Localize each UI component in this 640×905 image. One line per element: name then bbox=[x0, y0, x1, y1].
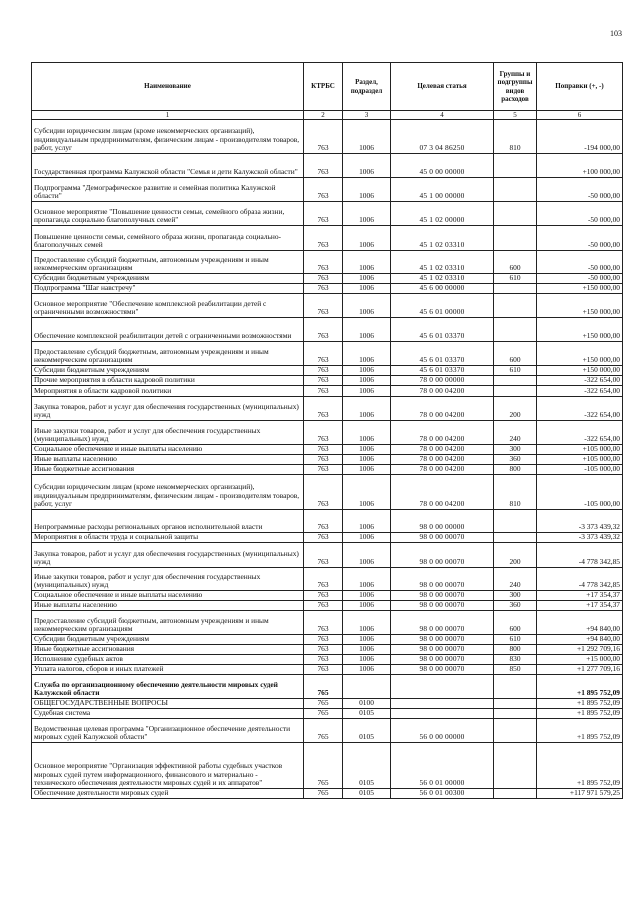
row-group bbox=[494, 294, 537, 318]
table-row bbox=[32, 645, 623, 655]
header-section: Раздел, подраздел bbox=[343, 63, 391, 111]
row-section: 0105 bbox=[343, 719, 391, 743]
column-number-row bbox=[32, 111, 623, 120]
table-row bbox=[32, 202, 623, 226]
row-group: 200 bbox=[494, 543, 537, 568]
row-section: 1006 bbox=[343, 475, 391, 510]
row-name: Исполнение судебных актов bbox=[32, 655, 304, 665]
row-ktrbs: 765 bbox=[304, 699, 343, 709]
row-section: 1006 bbox=[343, 455, 391, 465]
row-ktrbs: 763 bbox=[304, 445, 343, 455]
row-amount: -50 000,00 bbox=[537, 226, 623, 251]
row-group bbox=[494, 202, 537, 226]
row-group bbox=[494, 510, 537, 533]
row-section: 1006 bbox=[343, 154, 391, 178]
row-article: 98 0 00 00070 bbox=[391, 645, 494, 655]
row-group: 810 bbox=[494, 120, 537, 154]
row-amount: -105 000,00 bbox=[537, 475, 623, 510]
row-section: 1006 bbox=[343, 120, 391, 154]
table-row bbox=[32, 274, 623, 284]
table-row bbox=[32, 455, 623, 465]
row-section: 1006 bbox=[343, 568, 391, 591]
row-article: 07 3 04 86250 bbox=[391, 120, 494, 154]
row-ktrbs: 763 bbox=[304, 601, 343, 611]
row-name: Подпрограмма "Демографическое развитие и семейная политика Калужской области" bbox=[32, 178, 304, 202]
row-article: 45 6 01 03370 bbox=[391, 342, 494, 366]
row-group: 240 bbox=[494, 421, 537, 445]
row-group: 360 bbox=[494, 455, 537, 465]
row-amount: +150 000,00 bbox=[537, 342, 623, 366]
table-row bbox=[32, 475, 623, 510]
row-article: 98 0 00 00070 bbox=[391, 635, 494, 645]
row-ktrbs: 763 bbox=[304, 645, 343, 655]
row-amount: +17 354,37 bbox=[537, 601, 623, 611]
row-name: Основное мероприятие "Повышение ценности семьи, семейного образа жизни, пропаганда социально благополучных семей" bbox=[32, 202, 304, 226]
row-amount: -322 654,00 bbox=[537, 397, 623, 421]
row-name: Предоставление субсидий бюджетным, автономным учреждениям и иным некоммерческим организациям bbox=[32, 342, 304, 366]
row-name: Основное мероприятие "Обеспечение комплексной реабилитации детей с ограниченными возможностями" bbox=[32, 294, 304, 318]
row-section: 1006 bbox=[343, 178, 391, 202]
row-name: Социальное обеспечение и иные выплаты населению bbox=[32, 591, 304, 601]
row-group: 600 bbox=[494, 342, 537, 366]
table-row bbox=[32, 226, 623, 251]
row-section: 1006 bbox=[343, 591, 391, 601]
page-number: 103 bbox=[610, 29, 622, 38]
row-section: 0100 bbox=[343, 699, 391, 709]
row-amount: +105 000,00 bbox=[537, 445, 623, 455]
row-section: 1006 bbox=[343, 202, 391, 226]
row-article: 98 0 00 00070 bbox=[391, 543, 494, 568]
row-article: 56 0 01 00000 bbox=[391, 743, 494, 789]
row-name: Закупка товаров, работ и услуг для обеспечения государственных (муниципальных) нужд bbox=[32, 397, 304, 421]
table-row bbox=[32, 591, 623, 601]
column-number: 3 bbox=[343, 111, 391, 120]
table-row bbox=[32, 635, 623, 645]
row-group: 300 bbox=[494, 591, 537, 601]
row-name: Социальное обеспечение и иные выплаты населению bbox=[32, 445, 304, 455]
row-ktrbs: 765 bbox=[304, 675, 343, 699]
row-ktrbs: 763 bbox=[304, 611, 343, 635]
row-article: 78 0 00 04200 bbox=[391, 465, 494, 475]
row-ktrbs: 763 bbox=[304, 543, 343, 568]
row-name: Субсидии бюджетным учреждениям bbox=[32, 635, 304, 645]
row-ktrbs: 763 bbox=[304, 154, 343, 178]
table-row bbox=[32, 465, 623, 475]
row-amount: +1 895 752,09 bbox=[537, 675, 623, 699]
row-group bbox=[494, 284, 537, 294]
row-ktrbs: 763 bbox=[304, 284, 343, 294]
column-number: 5 bbox=[494, 111, 537, 120]
row-group bbox=[494, 533, 537, 543]
row-article: 98 0 00 00070 bbox=[391, 533, 494, 543]
row-amount: -322 654,00 bbox=[537, 386, 623, 397]
row-section: 1006 bbox=[343, 274, 391, 284]
row-name: Непрограммные расходы региональных органов исполнительной власти bbox=[32, 510, 304, 533]
table-row bbox=[32, 510, 623, 533]
row-article: 45 1 02 03310 bbox=[391, 251, 494, 274]
row-amount: +1 895 752,09 bbox=[537, 719, 623, 743]
row-group: 830 bbox=[494, 655, 537, 665]
row-ktrbs: 765 bbox=[304, 709, 343, 719]
row-section: 1006 bbox=[343, 294, 391, 318]
row-group: 300 bbox=[494, 445, 537, 455]
row-section: 1006 bbox=[343, 366, 391, 376]
row-group: 610 bbox=[494, 274, 537, 284]
row-amount: +1 895 752,09 bbox=[537, 709, 623, 719]
row-name: Субсидии юридическим лицам (кроме некоммерческих организаций), индивидуальным предпринимателям, физическим лицам - производителям товаров, работ, услуг bbox=[32, 120, 304, 154]
row-ktrbs: 763 bbox=[304, 120, 343, 154]
row-article: 98 0 00 00070 bbox=[391, 611, 494, 635]
row-group bbox=[494, 699, 537, 709]
row-section: 1006 bbox=[343, 611, 391, 635]
row-article bbox=[391, 699, 494, 709]
table-row bbox=[32, 543, 623, 568]
row-group bbox=[494, 709, 537, 719]
row-section: 1006 bbox=[343, 543, 391, 568]
row-section: 1006 bbox=[343, 284, 391, 294]
row-amount: +1 292 709,16 bbox=[537, 645, 623, 655]
row-article: 45 1 02 00000 bbox=[391, 202, 494, 226]
row-amount: +150 000,00 bbox=[537, 284, 623, 294]
table-row bbox=[32, 120, 623, 154]
table-row bbox=[32, 397, 623, 421]
row-amount: -4 778 342,85 bbox=[537, 568, 623, 591]
row-article: 98 0 00 00070 bbox=[391, 665, 494, 675]
row-amount: -50 000,00 bbox=[537, 251, 623, 274]
row-name: Субсидии бюджетным учреждениям bbox=[32, 366, 304, 376]
row-group: 610 bbox=[494, 366, 537, 376]
row-ktrbs: 763 bbox=[304, 318, 343, 342]
row-section bbox=[343, 675, 391, 699]
row-ktrbs: 763 bbox=[304, 421, 343, 445]
row-ktrbs: 763 bbox=[304, 635, 343, 645]
row-name: Субсидии юридическим лицам (кроме некоммерческих организаций), индивидуальным предпринимателям, физическим лицам - производителям товаров, работ, услуг bbox=[32, 475, 304, 510]
row-article: 98 0 00 00070 bbox=[391, 601, 494, 611]
row-amount: +150 000,00 bbox=[537, 318, 623, 342]
row-name: Закупка товаров, работ и услуг для обеспечения государственных (муниципальных) нужд bbox=[32, 543, 304, 568]
row-group bbox=[494, 719, 537, 743]
row-ktrbs: 763 bbox=[304, 475, 343, 510]
row-name: Судебная система bbox=[32, 709, 304, 719]
table-row bbox=[32, 445, 623, 455]
row-name: Иные закупки товаров, работ и услуг для обеспечения государственных (муниципальных) нужд bbox=[32, 568, 304, 591]
header-amendment: Поправки (+, -) bbox=[537, 63, 623, 111]
table-row bbox=[32, 601, 623, 611]
row-amount: -3 373 439,32 bbox=[537, 510, 623, 533]
row-section: 1006 bbox=[343, 601, 391, 611]
row-section: 1006 bbox=[343, 376, 391, 386]
row-ktrbs: 763 bbox=[304, 366, 343, 376]
row-section: 1006 bbox=[343, 510, 391, 533]
row-section: 1006 bbox=[343, 635, 391, 645]
row-ktrbs: 763 bbox=[304, 397, 343, 421]
row-ktrbs: 763 bbox=[304, 465, 343, 475]
row-amount: -194 000,00 bbox=[537, 120, 623, 154]
row-group bbox=[494, 226, 537, 251]
row-ktrbs: 763 bbox=[304, 386, 343, 397]
row-section: 0105 bbox=[343, 709, 391, 719]
row-article: 56 0 00 00000 bbox=[391, 719, 494, 743]
row-amount: -50 000,00 bbox=[537, 202, 623, 226]
row-amount: -3 373 439,32 bbox=[537, 533, 623, 543]
row-name: Мероприятия в области труда и социальной защиты bbox=[32, 533, 304, 543]
row-article: 45 0 00 00000 bbox=[391, 154, 494, 178]
row-section: 1006 bbox=[343, 397, 391, 421]
row-name: Субсидии бюджетным учреждениям bbox=[32, 274, 304, 284]
row-article: 98 0 00 00000 bbox=[391, 510, 494, 533]
row-group bbox=[494, 178, 537, 202]
table-header-row bbox=[32, 63, 623, 111]
row-section: 1006 bbox=[343, 645, 391, 655]
row-ktrbs: 763 bbox=[304, 274, 343, 284]
row-ktrbs: 765 bbox=[304, 789, 343, 799]
row-group bbox=[494, 376, 537, 386]
row-group bbox=[494, 318, 537, 342]
row-amount: +105 000,00 bbox=[537, 455, 623, 465]
row-article: 45 6 00 00000 bbox=[391, 284, 494, 294]
row-name: Уплата налогов, сборов и иных платежей bbox=[32, 665, 304, 675]
table-row bbox=[32, 294, 623, 318]
table-row bbox=[32, 386, 623, 397]
row-group: 600 bbox=[494, 251, 537, 274]
row-amount: +150 000,00 bbox=[537, 366, 623, 376]
row-article bbox=[391, 709, 494, 719]
row-article: 45 1 02 03310 bbox=[391, 274, 494, 284]
row-name: Иные бюджетные ассигнования bbox=[32, 465, 304, 475]
row-amount: +1 277 709,16 bbox=[537, 665, 623, 675]
row-name: Ведомственная целевая программа "Организационное обеспечение деятельности мировых судей Калужской области" bbox=[32, 719, 304, 743]
row-name: Подпрограмма "Шаг навстречу" bbox=[32, 284, 304, 294]
row-ktrbs: 763 bbox=[304, 251, 343, 274]
row-article: 78 0 00 04200 bbox=[391, 475, 494, 510]
row-name: ОБЩЕГОСУДАРСТВЕННЫЕ ВОПРОСЫ bbox=[32, 699, 304, 709]
budget-amendments-table bbox=[31, 62, 623, 799]
row-ktrbs: 763 bbox=[304, 533, 343, 543]
row-article: 78 0 00 04200 bbox=[391, 445, 494, 455]
row-amount: +94 840,00 bbox=[537, 611, 623, 635]
row-amount: +1 895 752,09 bbox=[537, 743, 623, 789]
row-name: Иные бюджетные ассигнования bbox=[32, 645, 304, 655]
row-name: Предоставление субсидий бюджетным, автономным учреждениям и иным некоммерческим организациям bbox=[32, 251, 304, 274]
row-group: 850 bbox=[494, 665, 537, 675]
row-ktrbs: 763 bbox=[304, 342, 343, 366]
row-article: 45 1 02 03310 bbox=[391, 226, 494, 251]
row-amount: +100 000,00 bbox=[537, 154, 623, 178]
row-ktrbs: 763 bbox=[304, 376, 343, 386]
row-article: 45 6 01 00000 bbox=[391, 294, 494, 318]
row-article: 78 0 00 04200 bbox=[391, 386, 494, 397]
table-row bbox=[32, 611, 623, 635]
table-row bbox=[32, 665, 623, 675]
row-section: 1006 bbox=[343, 386, 391, 397]
row-ktrbs: 763 bbox=[304, 665, 343, 675]
table-row bbox=[32, 709, 623, 719]
row-name: Прочие мероприятия в области кадровой политики bbox=[32, 376, 304, 386]
table-row bbox=[32, 284, 623, 294]
row-section: 0105 bbox=[343, 743, 391, 789]
row-section: 0105 bbox=[343, 789, 391, 799]
header-name: Наименование bbox=[32, 63, 304, 111]
table-row bbox=[32, 154, 623, 178]
row-ktrbs: 763 bbox=[304, 510, 343, 533]
row-group: 200 bbox=[494, 397, 537, 421]
table-row bbox=[32, 178, 623, 202]
table-row bbox=[32, 318, 623, 342]
row-ktrbs: 763 bbox=[304, 568, 343, 591]
column-number: 1 bbox=[32, 111, 304, 120]
row-section: 1006 bbox=[343, 445, 391, 455]
row-amount: -50 000,00 bbox=[537, 178, 623, 202]
row-article: 45 6 01 03370 bbox=[391, 366, 494, 376]
row-amount: -50 000,00 bbox=[537, 274, 623, 284]
row-article: 98 0 00 00070 bbox=[391, 568, 494, 591]
row-amount: +94 840,00 bbox=[537, 635, 623, 645]
table-row bbox=[32, 366, 623, 376]
row-amount: +117 971 579,25 bbox=[537, 789, 623, 799]
row-section: 1006 bbox=[343, 251, 391, 274]
row-group: 800 bbox=[494, 465, 537, 475]
row-section: 1006 bbox=[343, 533, 391, 543]
column-number: 4 bbox=[391, 111, 494, 120]
row-article bbox=[391, 675, 494, 699]
row-name: Служба по организационному обеспечению деятельности мировых судей Калужской области bbox=[32, 675, 304, 699]
table-row bbox=[32, 743, 623, 789]
table-row bbox=[32, 655, 623, 665]
row-amount: -322 654,00 bbox=[537, 376, 623, 386]
row-group: 600 bbox=[494, 611, 537, 635]
table-row bbox=[32, 789, 623, 799]
table-row bbox=[32, 342, 623, 366]
row-group bbox=[494, 675, 537, 699]
row-name: Мероприятия в области кадровой политики bbox=[32, 386, 304, 397]
row-group bbox=[494, 743, 537, 789]
row-ktrbs: 765 bbox=[304, 719, 343, 743]
column-number: 6 bbox=[537, 111, 623, 120]
row-section: 1006 bbox=[343, 318, 391, 342]
row-amount: +1 895 752,09 bbox=[537, 699, 623, 709]
table-row bbox=[32, 251, 623, 274]
row-article: 98 0 00 00070 bbox=[391, 655, 494, 665]
row-ktrbs: 763 bbox=[304, 455, 343, 465]
header-ktrbs: КТРБС bbox=[304, 63, 343, 111]
row-ktrbs: 763 bbox=[304, 202, 343, 226]
row-group: 360 bbox=[494, 601, 537, 611]
row-article: 78 0 00 04200 bbox=[391, 397, 494, 421]
row-amount: +15 000,00 bbox=[537, 655, 623, 665]
row-name: Обеспечение деятельности мировых судей bbox=[32, 789, 304, 799]
row-article: 78 0 00 04200 bbox=[391, 455, 494, 465]
row-group bbox=[494, 386, 537, 397]
row-ktrbs: 763 bbox=[304, 226, 343, 251]
row-name: Повышение ценности семьи, семейного образа жизни, пропаганда социально-благополучных семей bbox=[32, 226, 304, 251]
header-group: Группы и подгруппы видов расходов bbox=[494, 63, 537, 111]
row-amount: -4 778 342,85 bbox=[537, 543, 623, 568]
row-name: Обеспечение комплексной реабилитации детей с ограниченными возможностями bbox=[32, 318, 304, 342]
row-ktrbs: 763 bbox=[304, 655, 343, 665]
row-section: 1006 bbox=[343, 342, 391, 366]
table-row bbox=[32, 421, 623, 445]
row-group: 610 bbox=[494, 635, 537, 645]
table-body bbox=[32, 120, 623, 799]
row-section: 1006 bbox=[343, 655, 391, 665]
row-amount: +150 000,00 bbox=[537, 294, 623, 318]
table-row bbox=[32, 675, 623, 699]
row-article: 78 0 00 04200 bbox=[391, 421, 494, 445]
row-article: 56 0 01 00300 bbox=[391, 789, 494, 799]
row-name: Предоставление субсидий бюджетным, автономным учреждениям и иным некоммерческим организациям bbox=[32, 611, 304, 635]
table-row bbox=[32, 568, 623, 591]
table-row bbox=[32, 699, 623, 709]
row-group: 240 bbox=[494, 568, 537, 591]
row-article: 78 0 00 00000 bbox=[391, 376, 494, 386]
row-article: 45 1 00 00000 bbox=[391, 178, 494, 202]
row-amount: +17 354,37 bbox=[537, 591, 623, 601]
row-name: Иные выплаты населению bbox=[32, 601, 304, 611]
row-article: 45 6 01 03370 bbox=[391, 318, 494, 342]
row-group bbox=[494, 154, 537, 178]
row-section: 1006 bbox=[343, 226, 391, 251]
table-row bbox=[32, 719, 623, 743]
row-name: Иные закупки товаров, работ и услуг для обеспечения государственных (муниципальных) нужд bbox=[32, 421, 304, 445]
row-name: Основное мероприятие "Организация эффективной работы судебных участков мировых судей путем информационного, финансового и материально - технического обеспечения деятельности мировых судей и их аппаратов" bbox=[32, 743, 304, 789]
row-section: 1006 bbox=[343, 665, 391, 675]
table-row bbox=[32, 376, 623, 386]
row-article: 98 0 00 00070 bbox=[391, 591, 494, 601]
row-section: 1006 bbox=[343, 421, 391, 445]
row-ktrbs: 763 bbox=[304, 178, 343, 202]
row-name: Государственная программа Калужской области "Семья и дети Калужской области" bbox=[32, 154, 304, 178]
column-number: 2 bbox=[304, 111, 343, 120]
row-ktrbs: 763 bbox=[304, 591, 343, 601]
table-row bbox=[32, 533, 623, 543]
row-ktrbs: 765 bbox=[304, 743, 343, 789]
row-name: Иные выплаты населению bbox=[32, 455, 304, 465]
row-group: 810 bbox=[494, 475, 537, 510]
header-article: Целевая статья bbox=[391, 63, 494, 111]
row-section: 1006 bbox=[343, 465, 391, 475]
row-group: 800 bbox=[494, 645, 537, 655]
row-group bbox=[494, 789, 537, 799]
row-amount: -105 000,00 bbox=[537, 465, 623, 475]
row-amount: -322 654,00 bbox=[537, 421, 623, 445]
row-ktrbs: 763 bbox=[304, 294, 343, 318]
